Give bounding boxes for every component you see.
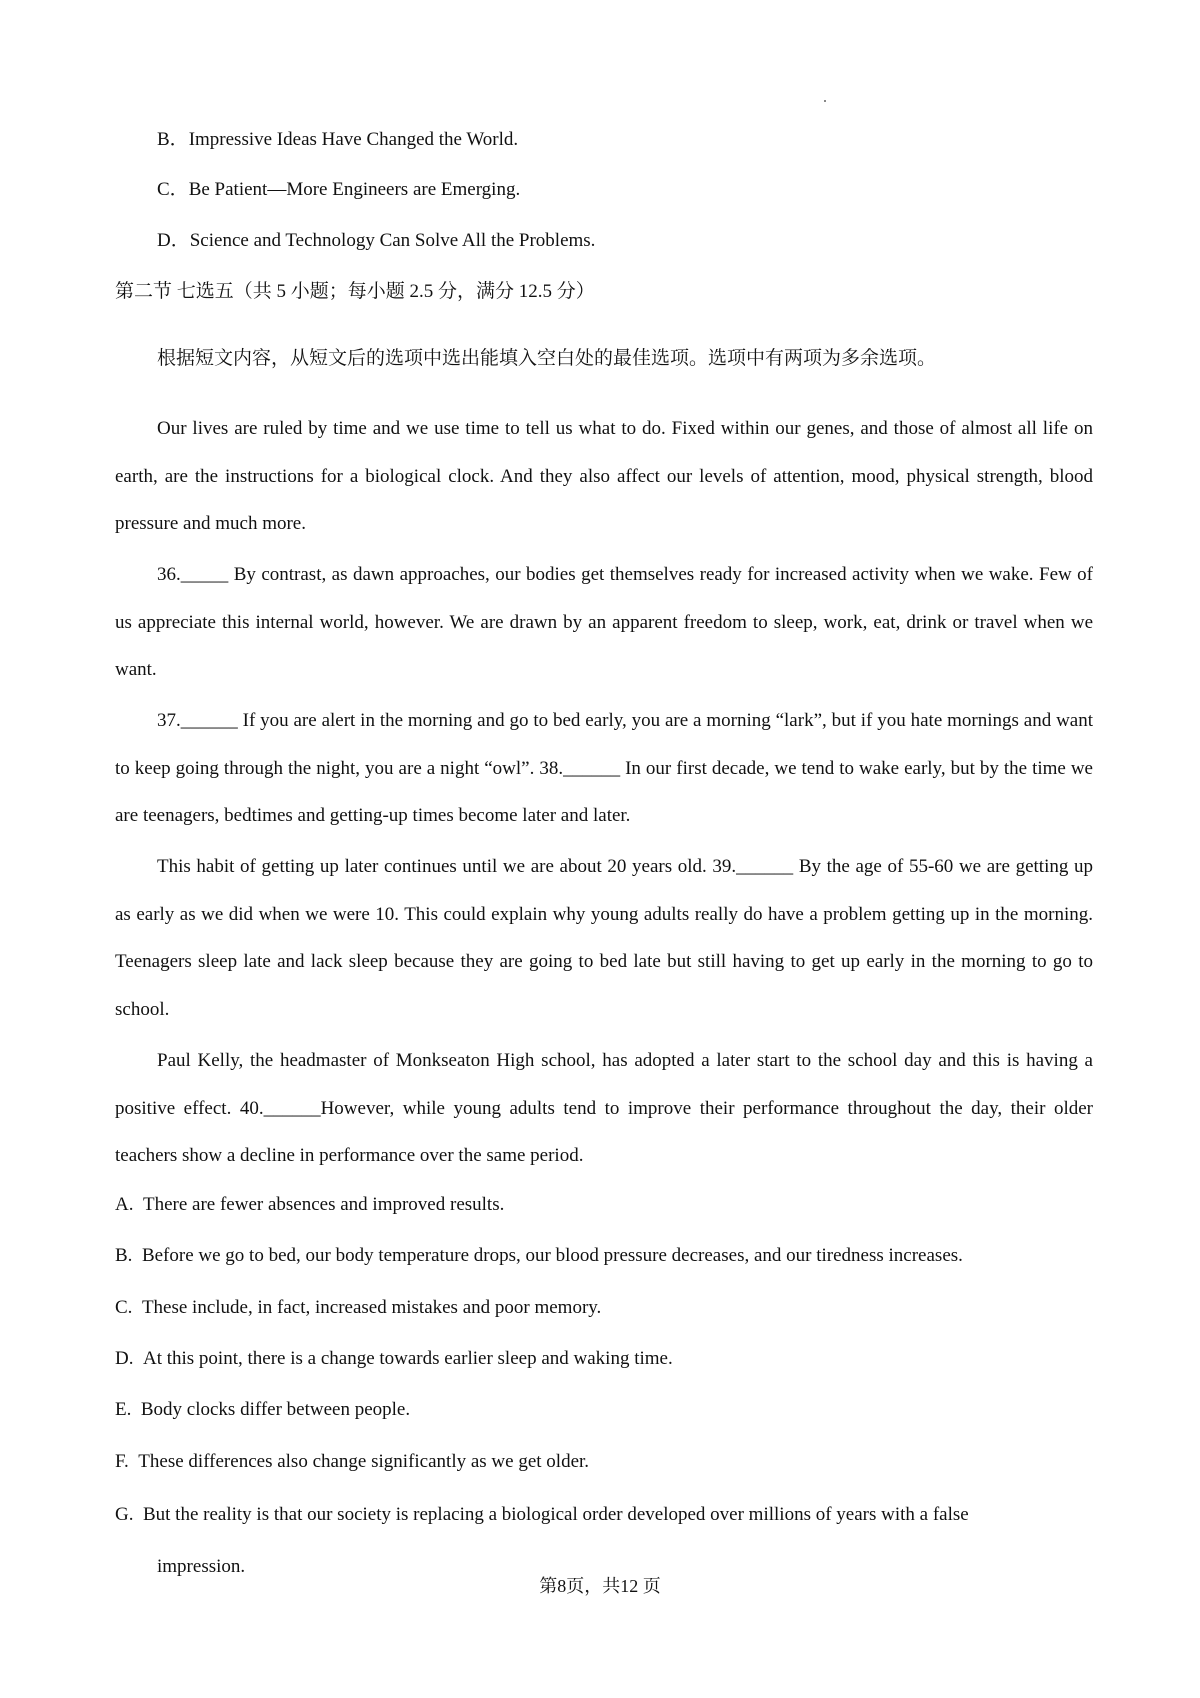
- option-text: Before we go to bed, our body temperature drops, our blood pressure decreases, and our tiredness increases.: [141, 1245, 963, 1266]
- option-text: There are fewer absences and improved results.: [142, 1194, 505, 1215]
- option-c: [115, 1296, 601, 1320]
- option-letter: G.: [115, 1504, 134, 1525]
- option-text: Body clocks differ between people.: [140, 1399, 411, 1420]
- option-text: Impressive Ideas Have Changed the World.: [188, 129, 519, 150]
- option-text: Science and Technology Can Solve All the Problems.: [189, 230, 596, 251]
- option-text: These differences also change significantly as we get older.: [138, 1451, 590, 1472]
- passage-paragraph-5: Paul Kelly, the headmaster of Monkseaton High school, has adopted a later start to the school day and this is having a positive effect. 40.______However, while young adults tend to improve their performance throughout the day, their older teachers show a decline in performance over the same period.: [115, 1050, 1093, 1166]
- passage-paragraph-1: Our lives are ruled by time and we use time to tell us what to do. Fixed within our genes, and those of almost all life on earth, are the instructions for a biological clock. And they also affect our levels of attention, mood, physical strength, blood pressure and much more.: [115, 418, 1093, 534]
- page-number-footer: 第8页，共12 页: [539, 1576, 661, 1596]
- prev-option-c: [157, 178, 520, 202]
- option-text-continuation: impression.: [157, 1556, 246, 1577]
- scan-speck: [824, 100, 826, 102]
- prev-option-b: [157, 128, 518, 152]
- passage-paragraph-2: 36._____ By contrast, as dawn approaches, our bodies get themselves ready for increased activity when we wake. Few of us appreciate this internal world, however. We are drawn by an apparent freedom to sleep, work, eat, drink or travel when we want.: [115, 564, 1093, 680]
- option-letter: B.: [115, 1245, 133, 1266]
- passage-paragraph-3: 37.______ If you are alert in the morning and go to bed early, you are a morning “lark”, but if you hate mornings and want to keep going through the night, you are a night “owl”. 38.______ In our first decade, we tend to wake early, but by the time we are teenagers, bedtimes and getting-up times become later and later.: [115, 710, 1093, 826]
- option-letter: C.: [115, 1297, 133, 1318]
- section-heading: 第二节 七选五（共 5 小题；每小题 2.5 分，满分 12.5 分）: [115, 281, 595, 302]
- passage-paragraph-4: This habit of getting up later continues until we are about 20 years old. 39.______ By the age of 55-60 we are getting up as early as we did when we were 10. This could explain why young adults really do have a problem getting up in the morning. Teenagers sleep late and lack sleep because they are going to bed late but still having to get up early in the morning to go to school.: [115, 856, 1093, 1020]
- option-b: [115, 1244, 963, 1268]
- option-letter: F.: [115, 1451, 129, 1472]
- option-f: [115, 1450, 589, 1474]
- option-text: These include, in fact, increased mistakes and poor memory.: [141, 1297, 602, 1318]
- option-letter: B．: [157, 129, 189, 150]
- section-instruction: 根据短文内容，从短文后的选项中选出能填入空白处的最佳选项。选项中有两项为多余选项。: [157, 348, 937, 369]
- option-a: [115, 1193, 504, 1217]
- option-d: [115, 1347, 673, 1371]
- option-letter: D.: [115, 1348, 134, 1369]
- option-letter: C．: [157, 179, 189, 200]
- option-text: At this point, there is a change towards earlier sleep and waking time.: [142, 1348, 673, 1369]
- option-letter: E.: [115, 1399, 132, 1420]
- option-e: [115, 1398, 410, 1422]
- option-letter: D．: [157, 230, 190, 251]
- prev-option-d: [157, 229, 595, 253]
- option-text: But the reality is that our society is replacing a biological order developed over millions of years with a false: [142, 1504, 969, 1525]
- option-text: Be Patient—More Engineers are Emerging.: [188, 179, 521, 200]
- option-letter: A.: [115, 1194, 134, 1215]
